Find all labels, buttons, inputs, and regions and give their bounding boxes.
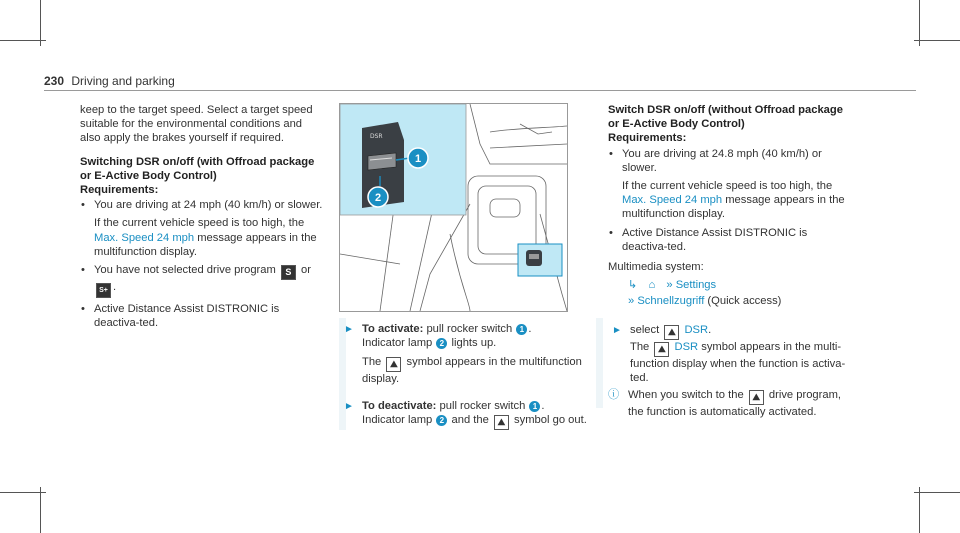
step-arrow-icon: ► (612, 324, 622, 336)
info-text: drive program, the function is automatically activated. (628, 389, 842, 419)
page-number: 230 (44, 74, 65, 88)
crop-mark (914, 40, 960, 41)
list-item-text: . (113, 281, 117, 294)
list-item-text: Active Distance Assist DISTRONIC is deactiva-ted. (622, 226, 808, 253)
dsr-symbol-icon: ⛰ (494, 415, 509, 430)
quick-access-menu-item[interactable]: Schnellzugriff (637, 295, 705, 308)
path-chevron-icon: » (666, 279, 673, 292)
list-item (80, 302, 325, 330)
step-activate (340, 322, 588, 387)
step-text: . (528, 323, 532, 335)
info-note (608, 388, 853, 419)
crop-mark (914, 492, 960, 493)
dsr-symbol-icon: ⛰ (386, 357, 401, 372)
step-text: lights up. (451, 337, 497, 350)
dsr-symbol-icon: ⛰ (654, 342, 669, 357)
info-text: When you switch to the (628, 389, 744, 402)
list-item-note (80, 216, 325, 259)
step-text: pull rocker switch (426, 323, 513, 335)
list-item (80, 198, 325, 212)
callout-2-number: 2 (374, 192, 382, 204)
offroad-program-icon: ⛰ (749, 390, 764, 405)
step-text: symbol appears in the multifunction display. (362, 356, 582, 386)
list-item (608, 226, 853, 254)
step-text: The (630, 340, 650, 353)
list-item-text: You are driving at 24.8 mph (40 km/h) or slower. (622, 147, 822, 174)
column-left (80, 103, 325, 330)
header-rule (44, 90, 916, 91)
list-item-text: Active Distance Assist DISTRONIC is deactiva-ted. (94, 303, 280, 330)
step-note (362, 355, 588, 386)
requirements-title: Requirements: (80, 184, 159, 197)
note-text: If the current vehicle speed is too high, the (94, 217, 305, 230)
step-label: To deactivate: (362, 399, 437, 412)
dsr-label: DSR (674, 340, 699, 353)
list-item-text: You have not selected drive program (94, 264, 276, 277)
step-text: symbol appears in the multi-function display when the function is activa-ted. (630, 340, 846, 384)
multimedia-label: Multimedia system: (608, 261, 704, 274)
callout-2-ref: 2 (436, 415, 447, 426)
crop-mark (40, 487, 41, 533)
crop-mark (0, 492, 46, 493)
menu-path (608, 278, 853, 292)
list-item (608, 147, 853, 175)
column-right (608, 103, 853, 419)
step-text: select (630, 323, 660, 336)
note-text: message appears in the multifunction display. (622, 194, 845, 221)
quick-access-translation: (Quick access) (707, 295, 782, 308)
list-item-text: You are driving at 24 mph (40 km/h) or slower. (94, 199, 323, 212)
settings-menu-item[interactable]: Settings (675, 279, 717, 292)
step-bar (596, 318, 603, 408)
crop-mark (0, 40, 46, 41)
step-arrow-icon: ► (344, 324, 354, 335)
section-heading: Switch DSR on/off (without Offroad package or E-Active Body Control) (608, 104, 843, 131)
intro-paragraph: keep to the target speed. Select a target speed suitable for the environmental conditions and also apply the brakes yourself if required. (80, 104, 313, 145)
step-deactivate (340, 399, 588, 430)
drive-program-s-icon: S (281, 265, 296, 280)
bullet: • (81, 303, 85, 316)
step-select-dsr (608, 323, 853, 385)
callout-2-ref: 2 (436, 338, 447, 349)
column-middle-steps (340, 322, 588, 430)
step-text: symbol go out. (514, 413, 587, 426)
home-icon[interactable]: ⌂ (648, 279, 656, 292)
callout-1-ref: 1 (516, 324, 527, 335)
console-illustration (340, 104, 567, 311)
bullet: • (81, 199, 85, 212)
callout-1-ref: 1 (529, 401, 540, 412)
step-label: To activate: (362, 323, 424, 335)
step-text: and the (451, 413, 489, 426)
center-console-figure (339, 103, 568, 312)
note-text: If the current vehicle speed is too high, the (622, 180, 833, 193)
step-text: Indicator lamp (362, 413, 433, 426)
crop-mark (919, 487, 920, 533)
bullet: • (81, 264, 85, 277)
step-text: . (541, 399, 545, 412)
note-text: message appears in the multifunction display. (94, 231, 317, 258)
dsr-symbol-icon: ⛰ (664, 325, 679, 340)
menu-path (608, 294, 853, 308)
section-title: Driving and parking (71, 74, 175, 88)
section-heading: Switching DSR on/off (with Offroad package or E-Active Body Control) (80, 155, 315, 182)
list-item (80, 263, 325, 298)
step-arrow-icon: ► (344, 400, 354, 412)
page-header (44, 74, 175, 88)
requirements-title: Requirements: (608, 132, 687, 145)
list-item-text: or (301, 264, 311, 277)
drive-program-s-plus-icon: S+ (96, 283, 111, 298)
step-text: Indicator lamp (362, 337, 433, 350)
display-message: Max. Speed 24 mph (94, 231, 195, 244)
panel-label: DSR (370, 133, 383, 140)
dsr-menu-item[interactable]: DSR (684, 323, 709, 336)
callout-1-number: 1 (414, 153, 422, 165)
step-text: pull rocker switch (439, 399, 526, 412)
info-icon: ⓘ (608, 389, 620, 402)
list-item-note (608, 179, 853, 222)
path-arrow-icon: ↳ (628, 279, 638, 292)
path-chevron-icon: » (628, 295, 635, 308)
display-message: Max. Speed 24 mph (622, 194, 723, 207)
bullet: • (609, 226, 613, 239)
step-text: . (708, 323, 712, 336)
step-text: The (362, 356, 382, 369)
bullet: • (609, 147, 613, 160)
